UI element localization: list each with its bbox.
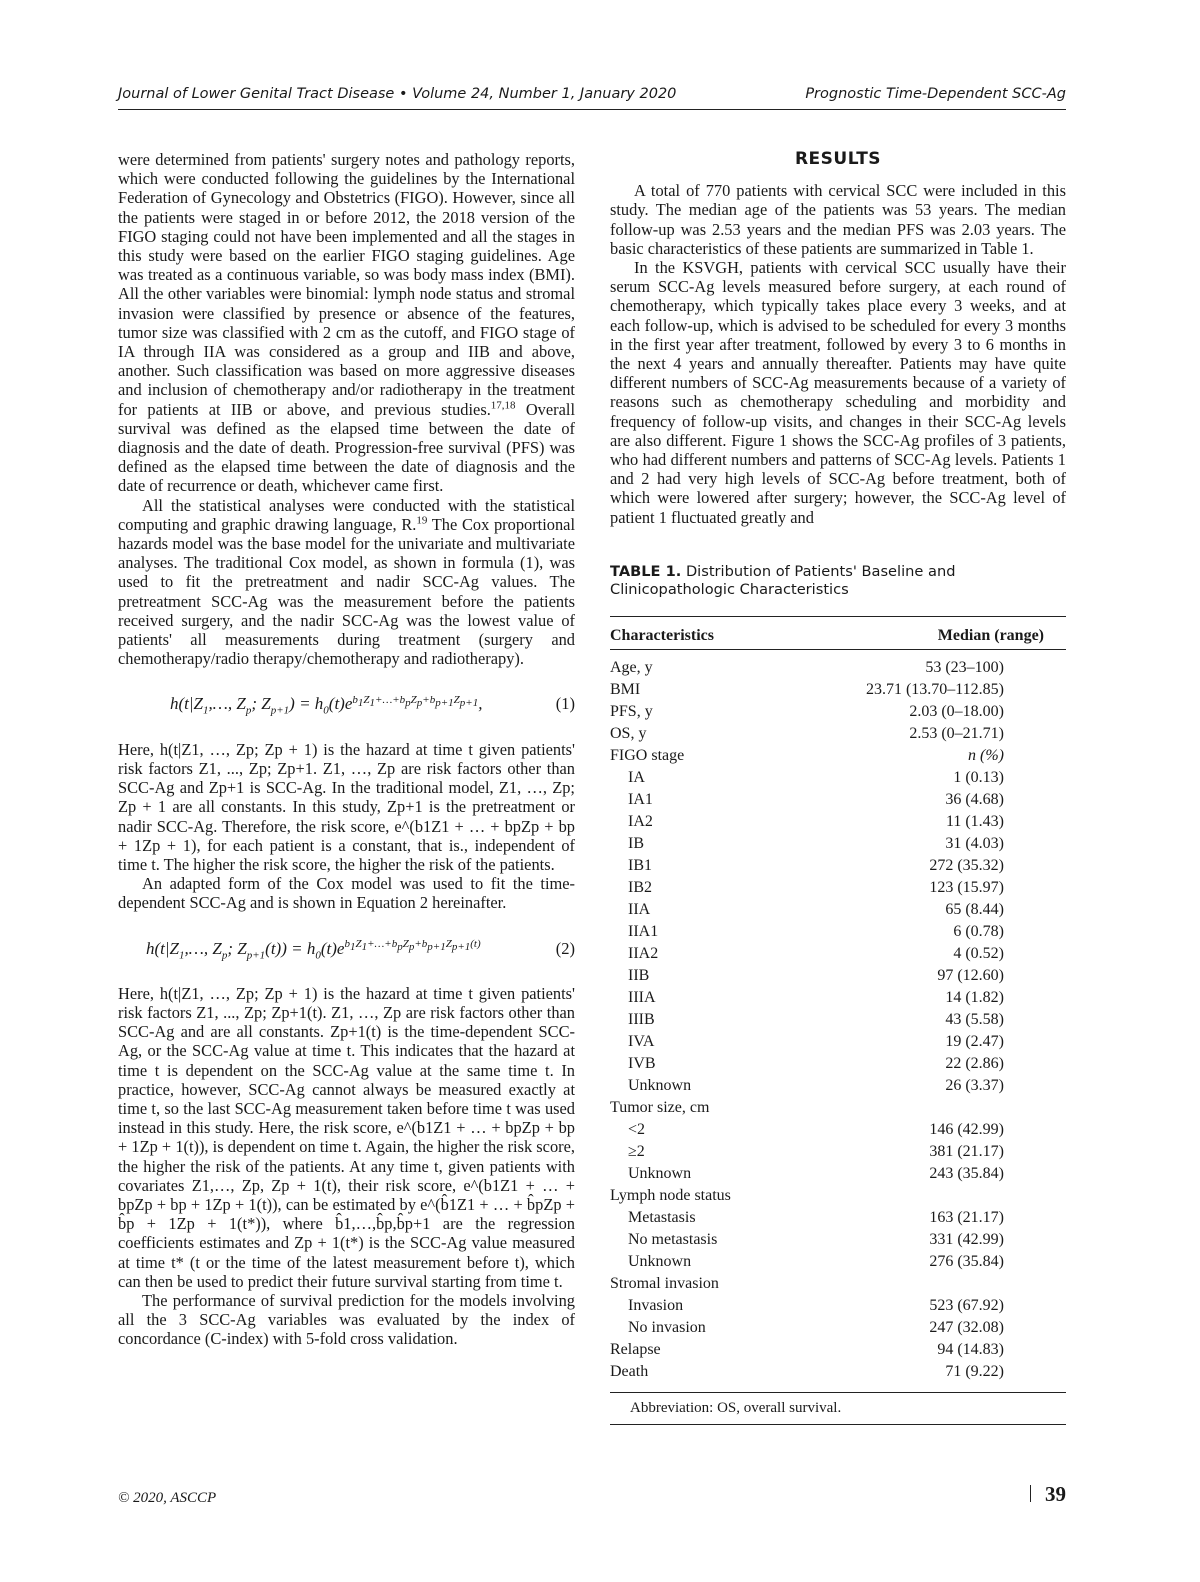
left-column <box>118 150 575 1349</box>
table-row <box>610 944 1066 966</box>
table-row <box>610 1318 1066 1340</box>
table-row <box>610 878 1066 900</box>
results-paragraph-2: In the KSVGH, patients with cervical SCC usually have their serum SCC-Ag levels measured before surgery, at each round of chemotherapy, which typically takes place every 3 weeks, and at each follow-up, which is advised to be scheduled for every 3 months in the first year after treatment, followed by every 3 to 6 months in the next 4 years and annually thereafter. Patients may have quite different numbers of SCC-Ag measurements because of a variety of reasons such as chemotherapy scheduling and morbidity and frequency of follow-up visits, and changes in their SCC-Ag levels are also different. Figure 1 shows the SCC-Ag profiles of 3 patients, who had different numbers and patterns of SCC-Ag levels. Patients 1 and 2 had very high levels of SCC-Ag before treatment, both of which were lowered after surgery; however, the SCC-Ag level of patient 1 fluctuated greatly and <box>610 258 1066 527</box>
equation-2-explanation: Here, h(t|Z1, …, Zp; Zp + 1) is the hazard at time t given patients' risk factors Z1, ..., Zp; Zp+1(t). Z1, …, Zp are risk factors other than SCC-Ag and are all constants. Zp+1(t) is the time-dependent SCC-Ag, or the SCC-Ag value at time t. This indicates that the hazard at time t is dependent on the SCC-Ag value at the same time t. In practice, however, SCC-Ag cannot always be measured exactly at time t, so the last SCC-Ag measurement taken before time t was used instead in this study. Here, the risk score, e^(b1Z1 + … + bpZp + bp + 1Zp + 1(t)), is dependent on time t. Again, the higher the risk score, the higher the risk of the patients. At any time t, given patients with covariates Z1,…, Zp, Zp + 1(t), their risk score, e^(b1Z1 + … + bpZp + bp + 1Zp + 1(t)), can be estimated by e^(b̂1Z1 + … + b̂pZp + b̂p + 1Zp + 1(t*)), where b̂1,…,b̂p,b̂p+1 are the regression coefficients estimates and Zp + 1(t*) is the SCC-Ag value measured at time t* (t or the time of the latest measurement before t), which can then be used to predict their future survival starting from time t. <box>118 983 575 1291</box>
table-row <box>610 1340 1066 1362</box>
row-value: 2.53 (0–21.71) <box>909 725 1004 743</box>
table-row <box>610 746 1066 768</box>
journal-citation: Journal of Lower Genital Tract Disease • Volume 24, Number 1, January 2020 <box>118 86 677 102</box>
row-label: IA <box>628 769 645 787</box>
row-label: IIIA <box>628 989 656 1007</box>
row-value: 22 (2.86) <box>945 1055 1004 1073</box>
row-label: Tumor size, cm <box>610 1099 710 1117</box>
copyright: © 2020, ASCCP <box>118 1490 217 1506</box>
methods-paragraph-1 <box>118 150 575 496</box>
table-row <box>610 1032 1066 1054</box>
table-row <box>610 768 1066 790</box>
row-label: Unknown <box>628 1253 692 1271</box>
row-value: n (%) <box>968 747 1004 765</box>
row-value: 65 (8.44) <box>945 901 1004 919</box>
row-value: 23.71 (13.70–112.85) <box>865 681 1004 699</box>
table-row <box>610 1098 1066 1120</box>
row-label: IB <box>628 835 644 853</box>
row-value: 331 (42.99) <box>929 1231 1004 1249</box>
equation-1-explanation: Here, h(t|Z1, …, Zp; Zp + 1) is the hazard at time t given patients' risk factors Z1, ..., Zp; Zp+1. Z1, …, Zp are risk factors other than SCC-Ag and Zp+1 is SCC-Ag. In the traditional model, Z1, …, Zp; Zp + 1 are all constants. In this study, Zp+1 is the pretreatment or nadir SCC-Ag. Therefore, the risk score, e^(b1Z1 + … + bpZp + bp + 1Zp + 1), for each patient is a constant, that is., independent of time t. The higher the risk score, the higher the risk of the patients. <box>118 739 575 874</box>
results-paragraph-1: A total of 770 patients with cervical SCC were included in this study. The median age of the patients was 53 years. The median follow-up was 2.53 years and the median PFS was 2.03 years. The basic characteristics of these patients are summarized in Table 1. <box>610 181 1066 258</box>
row-value: 14 (1.82) <box>945 989 1004 1007</box>
table-row <box>610 1164 1066 1186</box>
row-value <box>782 1274 1066 1296</box>
row-value: 11 (1.43) <box>945 813 1004 831</box>
row-label: PFS, y <box>610 703 653 721</box>
row-label: Age, y <box>610 659 653 677</box>
row-value: 381 (21.17) <box>929 1143 1004 1161</box>
table-1 <box>610 616 1066 1393</box>
c-index-paragraph: The performance of survival prediction for the models involving all the 3 SCC-Ag variables was evaluated by the index of concordance (C-index) with 5-fold cross validation. <box>118 1290 575 1349</box>
equation-2-number: (2) <box>555 938 575 958</box>
stats-text-cont: The Cox proportional hazards model was the base model for the univariate and multivariate analyses. The traditional Cox model, as shown in formula (1), was used to fit the pretreatment and nadir SCC-Ag values. The pretreatment SCC-Ag was the measurement before the patients received surgery, and the nadir SCC-Ag was the lowest value of patients' all measurements during treatment (surgery and chemotherapy/radio therapy/chemotherapy and radiotherapy). <box>118 514 575 669</box>
table-row <box>610 790 1066 812</box>
table-footnote: Abbreviation: OS, overall survival. <box>610 1393 1066 1425</box>
table-row <box>610 724 1066 746</box>
row-label: IVB <box>628 1055 656 1073</box>
methods-text-cont: Overall survival was defined as the elapsed time between the date of diagnosis and the date of death. Progression-free survival (PFS) was defined as the elapsed time between the date of diagnosis and the date of recurrence or death, whichever came first. <box>118 399 575 496</box>
row-label: IIB <box>628 967 650 985</box>
equation-2 <box>146 937 575 961</box>
table-1-label: TABLE 1. <box>610 562 682 580</box>
row-label: FIGO stage <box>610 747 685 765</box>
table-row <box>610 1186 1066 1208</box>
row-label: No invasion <box>628 1319 706 1337</box>
table-row <box>610 1362 1066 1393</box>
row-value: 2.03 (0–18.00) <box>909 703 1004 721</box>
row-label: IA2 <box>628 813 653 831</box>
row-label: IB1 <box>628 857 652 875</box>
row-label: <2 <box>628 1121 646 1139</box>
page-number-block <box>1030 1482 1067 1507</box>
header-rule <box>118 109 1066 110</box>
table-row <box>610 1252 1066 1274</box>
row-label: BMI <box>610 681 641 699</box>
row-value: 31 (4.03) <box>945 835 1004 853</box>
table-body <box>610 650 1066 1393</box>
equation-2-formula: $h(t|Z_1,\dots$, $Z_p$; $Z_{p+1}(t)) = h_0(t)e^{b_1Z_1+\dots+b_pZ_p+b_{p+1}Z_{p+1}(t)}$ <box>146 937 481 961</box>
row-value: 146 (42.99) <box>929 1121 1004 1139</box>
row-value: 272 (35.32) <box>929 857 1004 875</box>
table-row <box>610 812 1066 834</box>
table-row <box>610 1230 1066 1252</box>
table-row <box>610 1120 1066 1142</box>
row-value: 163 (21.17) <box>929 1209 1004 1227</box>
table-row <box>610 966 1066 988</box>
equation-1-number: (1) <box>555 694 575 714</box>
row-value: 97 (12.60) <box>937 967 1004 985</box>
running-title: Prognostic Time-Dependent SCC-Ag <box>805 86 1066 102</box>
row-label: Lymph node status <box>610 1187 731 1205</box>
equation-1 <box>170 693 575 717</box>
row-label: IB2 <box>628 879 652 897</box>
row-label: IIA1 <box>628 923 659 941</box>
table-1-caption <box>610 563 1066 600</box>
row-value: 6 (0.78) <box>953 923 1004 941</box>
table-row <box>610 988 1066 1010</box>
row-value: 523 (67.92) <box>929 1297 1004 1315</box>
row-label: IA1 <box>628 791 653 809</box>
table-row <box>610 922 1066 944</box>
row-label: Unknown <box>628 1077 692 1095</box>
citation-ref: 19 <box>416 514 428 527</box>
table-row <box>610 1054 1066 1076</box>
page-number: 39 <box>1045 1482 1066 1506</box>
row-value: 4 (0.52) <box>953 945 1004 963</box>
row-label: Relapse <box>610 1341 661 1359</box>
row-label: Metastasis <box>628 1209 696 1227</box>
row-value: 26 (3.37) <box>945 1077 1004 1095</box>
table-row <box>610 650 1066 681</box>
running-header <box>118 84 1066 108</box>
row-label: No metastasis <box>628 1231 718 1249</box>
row-value: 276 (35.84) <box>929 1253 1004 1271</box>
table-row <box>610 856 1066 878</box>
citation-ref: 17,18 <box>490 399 516 412</box>
row-value: 19 (2.47) <box>945 1033 1004 1051</box>
row-label: IIA2 <box>628 945 659 963</box>
row-value: 53 (23–100) <box>925 659 1004 677</box>
row-value <box>782 1098 1066 1120</box>
methods-text: were determined from patients' surgery notes and pathology reports, which were conducted following the guidelines by the International Federation of Gynecology and Obstetrics (FIGO). However, since all the patients were staged in or before 2012, the 2018 version of the FIGO staging could not have been implemented and all the stages in this study were based on the earlier FIGO staging guidelines. Age was treated as a continuous variable, so was body mass index (BMI). All the other variables were binomial: lymph node status and stromal invasion were classified by presence or absence of the features, tumor size was classified with 2 cm as the cutoff, and FIGO stage of IA through IIA was considered as a group and IIB and above, another. Such classification was based on more aggressive diseases and inclusion of chemotherapy and/or radiotherapy in the treatment for patients at IIB or above, and previous studies. <box>118 150 575 419</box>
row-label: Death <box>610 1363 649 1381</box>
row-value: 43 (5.58) <box>945 1011 1004 1029</box>
row-value: 247 (32.08) <box>929 1319 1004 1337</box>
row-value <box>782 1186 1066 1208</box>
table-row <box>610 900 1066 922</box>
equation-1-formula: $h(t|Z_1,\dots$, $Z_p$; $Z_{p+1}) = h_0(t)e^{b_1Z_1+\dots+b_pZ_p+b_{p+1}Z_{p+1}}$, <box>170 693 483 717</box>
row-label: IIA <box>628 901 651 919</box>
page-number-divider <box>1030 1485 1032 1502</box>
table-row <box>610 1010 1066 1032</box>
row-label: Unknown <box>628 1165 692 1183</box>
table-row <box>610 702 1066 724</box>
table-row <box>610 1296 1066 1318</box>
adapted-model-paragraph: An adapted form of the Cox model was used to fit the time-dependent SCC-Ag and is shown in Equation 2 hereinafter. <box>118 874 575 913</box>
table-row <box>610 1274 1066 1296</box>
right-column <box>610 150 1066 1425</box>
table-header-row <box>610 616 1066 649</box>
stats-text: All the statistical analyses were conducted with the statistical computing and graphic drawing language, R. <box>118 495 575 534</box>
table-row <box>610 834 1066 856</box>
row-label: ≥2 <box>628 1143 645 1161</box>
table-row <box>610 1142 1066 1164</box>
row-label: IIIB <box>628 1011 655 1029</box>
row-value: 243 (35.84) <box>929 1165 1004 1183</box>
row-value: 71 (9.22) <box>945 1363 1004 1381</box>
methods-paragraph-2 <box>118 496 575 669</box>
row-value: 94 (14.83) <box>937 1341 1004 1359</box>
row-value: 123 (15.97) <box>929 879 1004 897</box>
table-row <box>610 1208 1066 1230</box>
table-1-caption-text: Distribution of Patients' Baseline and Clinicopathologic Characteristics <box>610 562 956 599</box>
row-label: Invasion <box>628 1297 684 1315</box>
row-value: 1 (0.13) <box>953 769 1004 787</box>
row-label: OS, y <box>610 725 647 743</box>
table-row <box>610 1076 1066 1098</box>
table-row <box>610 680 1066 702</box>
row-label: IVA <box>628 1033 655 1051</box>
row-value: 36 (4.68) <box>945 791 1004 809</box>
column-header-median: Median (range) <box>937 626 1044 644</box>
row-label: Stromal invasion <box>610 1275 719 1293</box>
results-heading: RESULTS <box>794 149 882 169</box>
column-header-characteristics: Characteristics <box>610 626 714 644</box>
